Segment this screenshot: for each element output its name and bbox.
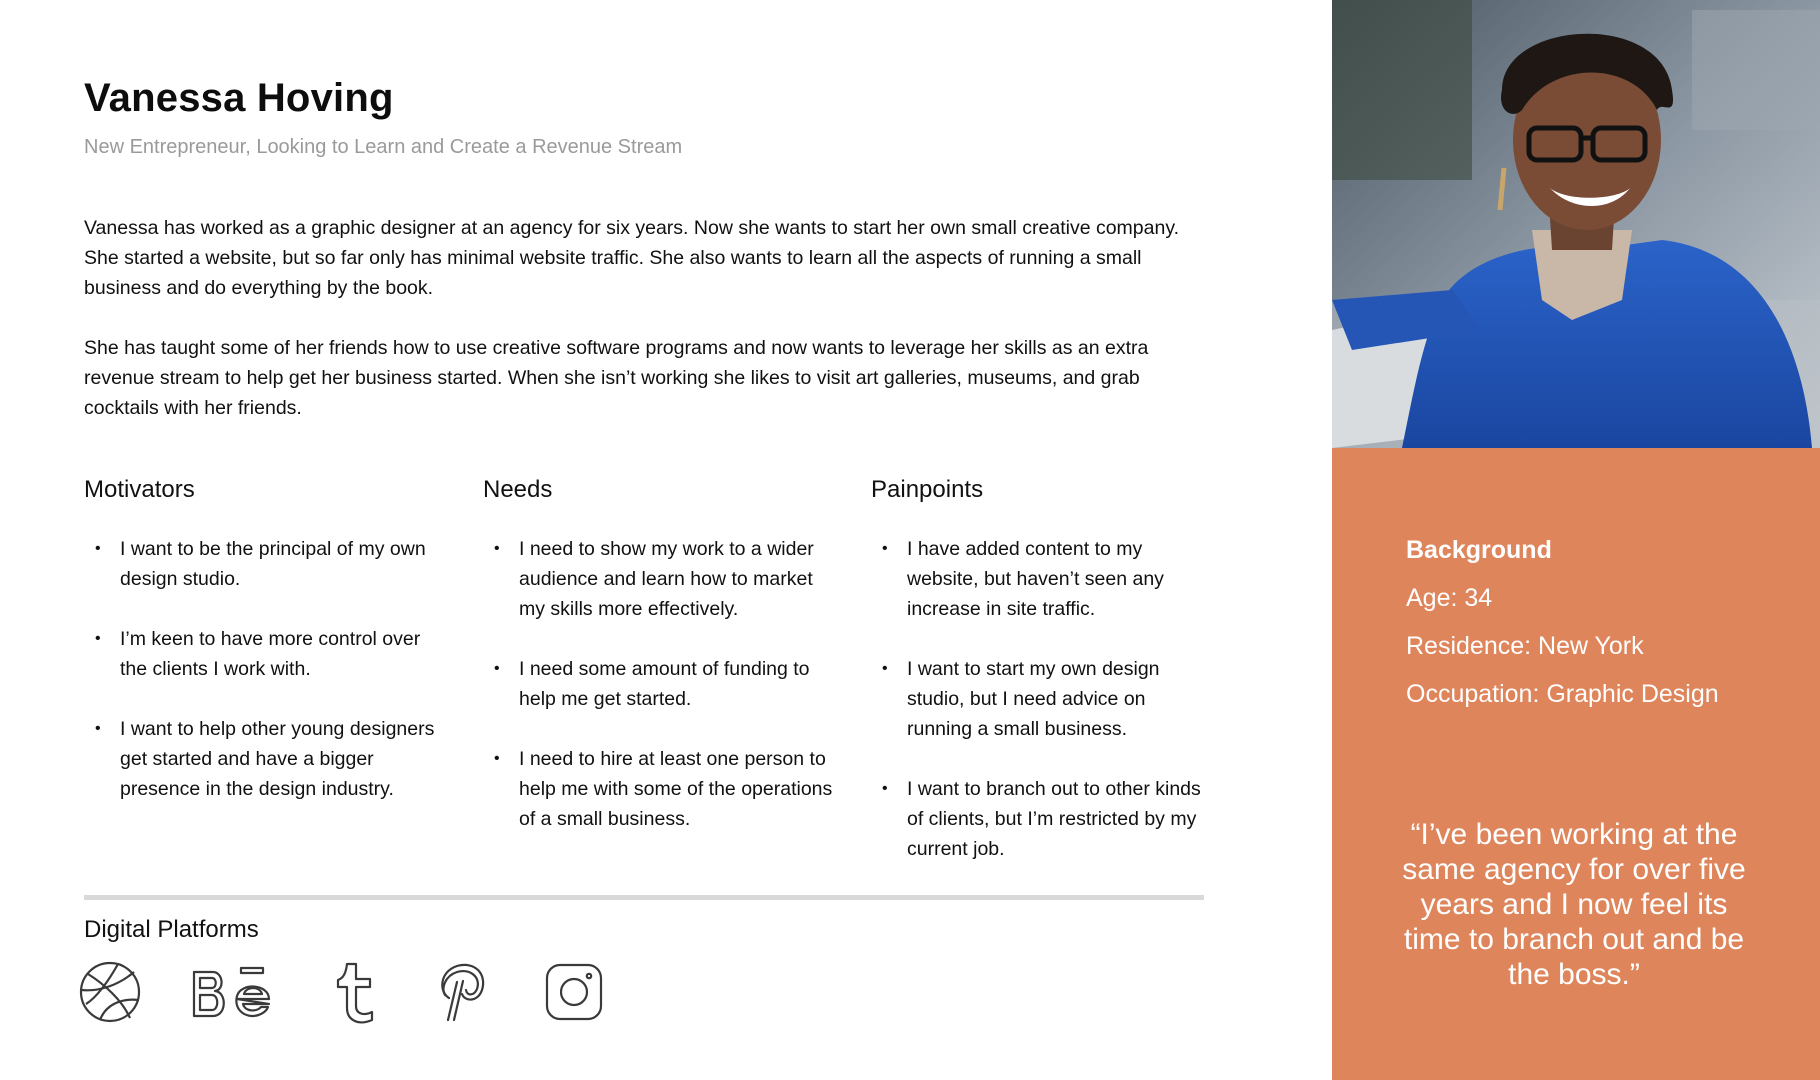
persona-content bbox=[84, 0, 1206, 1080]
needs-list bbox=[483, 534, 833, 834]
bio-paragraph: Vanessa has worked as a graphic designer at an agency for six years. Now she wants to start her own small creative company. She started a website, but so far only has minimal website traffic. She also wants to learn all the aspects of running a small business and do everything by the book. bbox=[84, 217, 1180, 299]
needs-title: Needs bbox=[483, 476, 553, 503]
tumblr-icon[interactable] bbox=[334, 962, 380, 1024]
list-item: • I need to show my work to a wider audience and learn how to market my skills more effectively. bbox=[483, 534, 833, 624]
painpoints-title: Painpoints bbox=[871, 476, 984, 503]
painpoints-section bbox=[871, 476, 1211, 894]
platform-icons bbox=[78, 960, 638, 1024]
background-residence: Residence: New York bbox=[1406, 632, 1644, 660]
background-panel bbox=[1332, 448, 1820, 1080]
pinterest-icon[interactable] bbox=[435, 962, 487, 1022]
motivators-title: Motivators bbox=[84, 476, 195, 503]
persona-photo bbox=[1332, 0, 1820, 448]
list-item: • I need some amount of funding to help me get started. bbox=[483, 654, 833, 714]
motivators-section bbox=[84, 476, 444, 834]
list-item: • I need to hire at least one person to help me with some of the operations of a small business. bbox=[483, 744, 833, 834]
motivators-list bbox=[84, 534, 444, 804]
background-title: Background bbox=[1406, 536, 1552, 564]
persona-quote: “I’ve been working at the same agency for over five years and I now feel its time to branch out and be the boss.” bbox=[1402, 818, 1746, 991]
persona-sidebar bbox=[1332, 0, 1820, 1080]
persona-subtitle: New Entrepreneur, Looking to Learn and Create a Revenue Stream bbox=[84, 136, 683, 158]
platforms-title: Digital Platforms bbox=[84, 916, 259, 943]
needs-section bbox=[483, 476, 833, 864]
dribbble-icon[interactable] bbox=[78, 960, 142, 1024]
painpoints-list bbox=[871, 534, 1211, 864]
list-item: • I’m keen to have more control over the clients I work with. bbox=[84, 624, 444, 684]
background-occupation: Occupation: Graphic Design bbox=[1406, 680, 1719, 708]
section-divider bbox=[84, 895, 1204, 900]
list-item: • I want to help other young designers get started and have a bigger presence in the design industry. bbox=[84, 714, 444, 804]
list-item: • I want to branch out to other kinds of clients, but I’m restricted by my current job. bbox=[871, 774, 1211, 864]
list-item: • I have added content to my website, but haven’t seen any increase in site traffic. bbox=[871, 534, 1211, 624]
list-item: • I want to be the principal of my own design studio. bbox=[84, 534, 444, 594]
persona-bio bbox=[84, 213, 1214, 453]
persona-name: Vanessa Hoving bbox=[84, 76, 394, 120]
instagram-icon[interactable] bbox=[544, 962, 604, 1022]
behance-icon[interactable] bbox=[191, 966, 273, 1020]
background-age: Age: 34 bbox=[1406, 584, 1493, 612]
bio-paragraph: She has taught some of her friends how to use creative software programs and now wants to leverage her skills as an extra revenue stream to help get her business started. When she isn’t working she likes to visit art galleries, museums, and grab cocktails with her friends. bbox=[84, 337, 1149, 419]
list-item: • I want to start my own design studio, but I need advice on running a small business. bbox=[871, 654, 1211, 744]
